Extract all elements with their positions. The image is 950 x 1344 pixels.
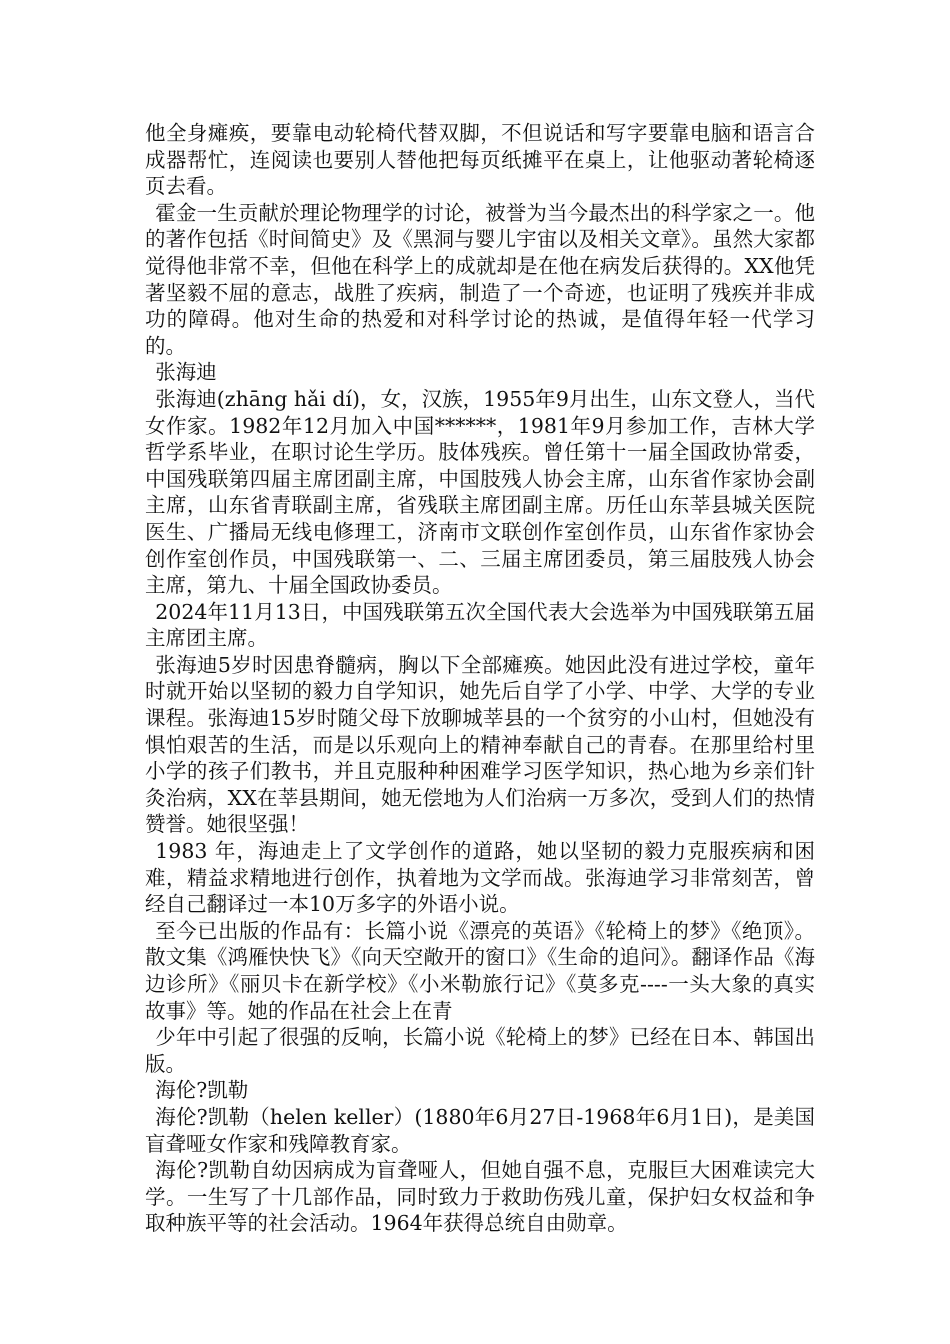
document-page	[145, 120, 815, 1237]
paragraph-hawking-contribution: 霍金一生贡献於理论物理学的讨论，被誉为当今最杰出的科学家之一。他的著作包括《时间简史》及《黑洞与婴儿宇宙以及相关文章》。虽然大家都觉得他非常不幸，但他在科学上的成就却是在他在病发后获得的。XX他凭著坚毅不屈的意志，战胜了疾病，制造了一个奇迹，也证明了残疾并非成功的障碍。他对生命的热爱和对科学讨论的热诚，是值得年轻一代学习的。	[145, 200, 815, 358]
paragraph-zhang-haidi-bio: 张海迪(zhāng hǎi dí)，女，汉族，1955年9月出生，山东文登人，当代女作家。1982年12月加入中国******，1981年9月参加工作，吉林大学哲学系毕业，在职讨论生学历。肢体残疾。曾任第十一届全国政协常委，中国残联第四届主席团副主席，中国肢残人协会主席，山东省作家协会副主席，山东省青联副主席，省残联主席团副主席。历任山东莘县城关医院医生、广播局无线电修理工，济南市文联创作室创作员，山东省作家协会创作室创作员，中国残联第一、二、三届主席团委员，第三届肢残人协会主席，第九、十届全国政协委员。	[145, 386, 815, 598]
paragraph-zhang-haidi-election: 2024年11月13日，中国残联第五次全国代表大会选举为中国残联第五届主席团主席。	[145, 599, 815, 651]
paragraph-helen-keller-life: 海伦?凯勒自幼因病成为盲聋哑人，但她自强不息，克服巨大困难读完大学。一生写了十几部作品，同时致力于救助伤残儿童，保护妇女权益和争取种族平等的社会活动。1964年获得总统自由勋章。	[145, 1158, 815, 1236]
paragraph-hawking-condition: 他全身瘫痪，要靠电动轮椅代替双脚，不但说话和写字要靠电脑和语言合成器帮忙，连阅读也要别人替他把每页纸摊平在桌上，让他驱动著轮椅逐页去看。	[145, 121, 815, 199]
paragraph-zhang-haidi-writing: 1983 年，海迪走上了文学创作的道路，她以坚韧的毅力克服疾病和困难，精益求精地进行创作，执着地为文学而战。张海迪学习非常刻苦，曾经自己翻译过一本10万多字的外语小说。	[145, 839, 815, 917]
paragraph-helen-keller-intro: 海伦?凯勒（helen keller）(1880年6月27日-1968年6月1日)，是美国盲聋哑女作家和残障教育家。	[145, 1104, 815, 1156]
paragraph-zhang-haidi-impact: 少年中引起了很强的反响，长篇小说《轮椅上的梦》已经在日本、韩国出版。	[145, 1025, 815, 1076]
paragraph-zhang-haidi-childhood: 张海迪5岁时因患脊髓病，胸以下全部瘫痪。她因此没有进过学校，童年时就开始以坚韧的毅力自学知识，她先后自学了小学、中学、大学的专业课程。张海迪15岁时随父母下放聊城莘县的一个贫穷的小山村，但她没有惧怕艰苦的生活，而是以乐观向上的精神奉献自己的青春。在那里给村里小学的孩子们教书，并且克服种种困难学习医学知识，热心地为乡亲们针灸治病，XX在莘县期间，她无偿地为人们治病一万多次，受到人们的热情赞誉。她很坚强！	[145, 652, 815, 837]
section-heading-helen-keller: 海伦?凯勒	[155, 1078, 249, 1103]
section-heading-zhang-haidi: 张海迪	[155, 360, 217, 385]
paragraph-zhang-haidi-works: 至今已出版的作品有：长篇小说《漂亮的英语》《轮椅上的梦》《绝顶》。散文集《鸿雁快快飞》《向天空敞开的窗口》《生命的追问》。翻译作品《海边诊所》《丽贝卡在新学校》《小米勒旅行记》《莫多克----一头大象的真实故事》等。她的作品在社会上在青	[145, 918, 815, 1023]
